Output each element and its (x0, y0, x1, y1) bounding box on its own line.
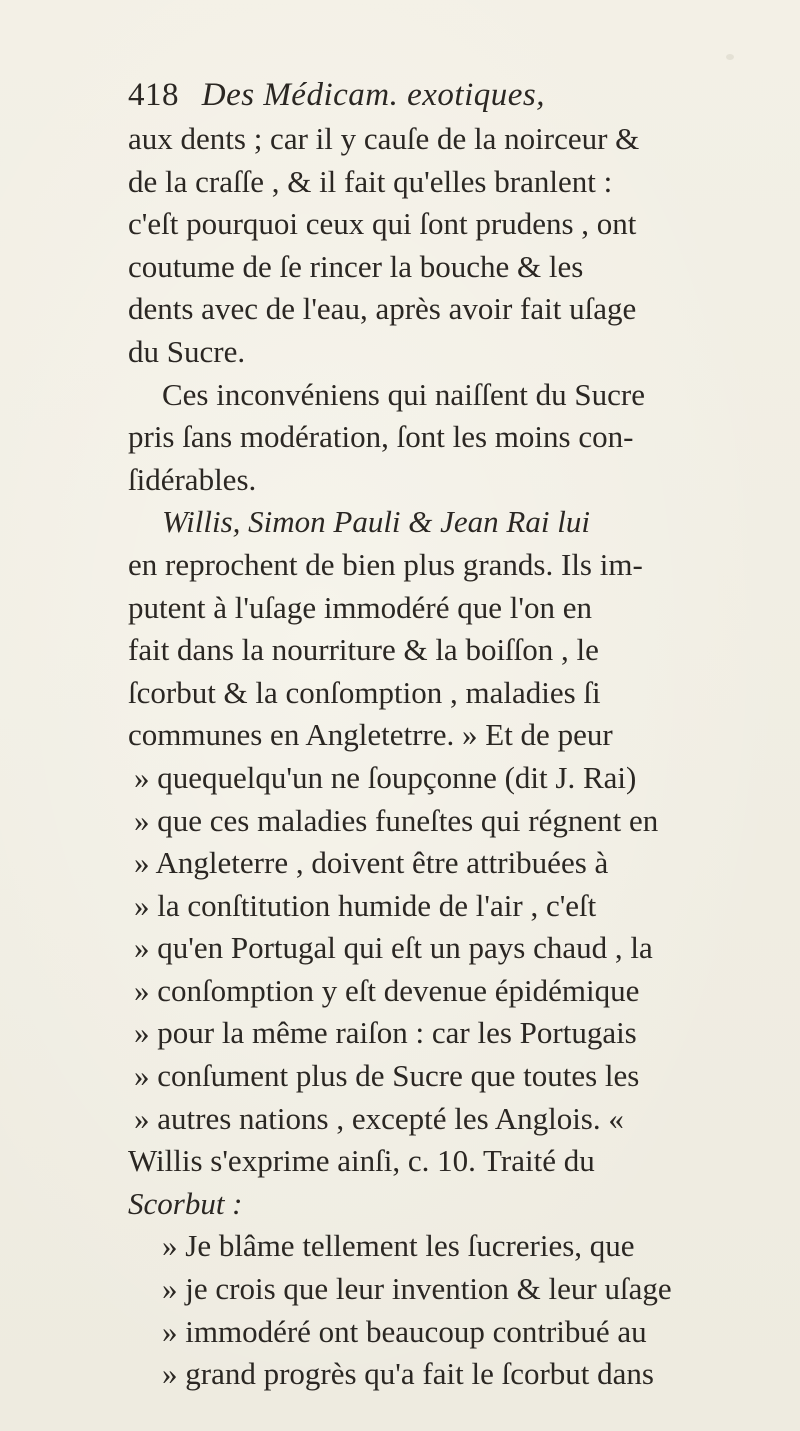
text-line: ſcorbut & la conſomption , maladies ſi (128, 674, 601, 710)
text-line: communes en Angletetrre. » Et de peur (128, 717, 613, 753)
text-line: c'eſt pourquoi ceux qui ſont prudens , ont (128, 206, 637, 242)
page-number: 418 (128, 77, 179, 113)
text-line: » que ces maladies funeſtes qui régnent en (134, 802, 659, 838)
text-line: Scorbut : (128, 1185, 243, 1221)
text-line: » Angleterre , doivent être attribuées à (134, 845, 609, 881)
text-line: Willis s'exprime ainſi, c. 10. Traité du (128, 1143, 595, 1179)
text-line: coutume de ſe rincer la bouche & les (128, 248, 584, 284)
text-line: ſidérables. (128, 461, 257, 497)
text-line: » grand progrès qu'a fait le ſcorbut dans (162, 1356, 654, 1392)
text-line: » la conſtitution humide de l'air , c'eſt (134, 887, 597, 923)
body-text (128, 118, 778, 1396)
running-title: Des Médicam. exotiques, (201, 77, 545, 113)
page-header (128, 72, 768, 118)
text-line: » immodéré ont beaucoup contribué au (162, 1313, 647, 1349)
text-line: pris ſans modération, ſont les moins con- (128, 419, 634, 455)
text-line: Willis, Simon Pauli & Jean Rai lui (162, 504, 590, 540)
text-line: fait dans la nourriture & la boiſſon , le (128, 632, 599, 668)
text-line: » je crois que leur invention & leur uſage (162, 1271, 672, 1307)
text-line: » pour la même raiſon : car les Portugais (134, 1015, 637, 1051)
ink-speck (726, 54, 734, 60)
text-line: de la craſſe , & il fait qu'elles branlent : (128, 163, 613, 199)
text-line: » conſomption y eſt devenue épidémique (134, 972, 640, 1008)
text-line: » quequelqu'un ne ſoupçonne (dit J. Rai) (134, 759, 637, 795)
text-line: putent à l'uſage immodéré que l'on en (128, 589, 592, 625)
text-line: » autres nations , excepté les Anglois. « (134, 1100, 624, 1136)
text-line: en reprochent de bien plus grands. Ils im- (128, 546, 643, 582)
text-line: dents avec de l'eau, après avoir fait uſage (128, 291, 637, 327)
text-line: » qu'en Portugal qui eſt un pays chaud , la (134, 930, 653, 966)
text-line: » Je blâme tellement les ſucreries, que (162, 1228, 635, 1264)
text-line: Ces inconvéniens qui naiſſent du Sucre (162, 376, 645, 412)
text-line: aux dents ; car il y cauſe de la noirceur & (128, 121, 640, 156)
text-line: » conſument plus de Sucre que toutes les (134, 1058, 640, 1094)
text-line: du Sucre. (128, 333, 246, 369)
